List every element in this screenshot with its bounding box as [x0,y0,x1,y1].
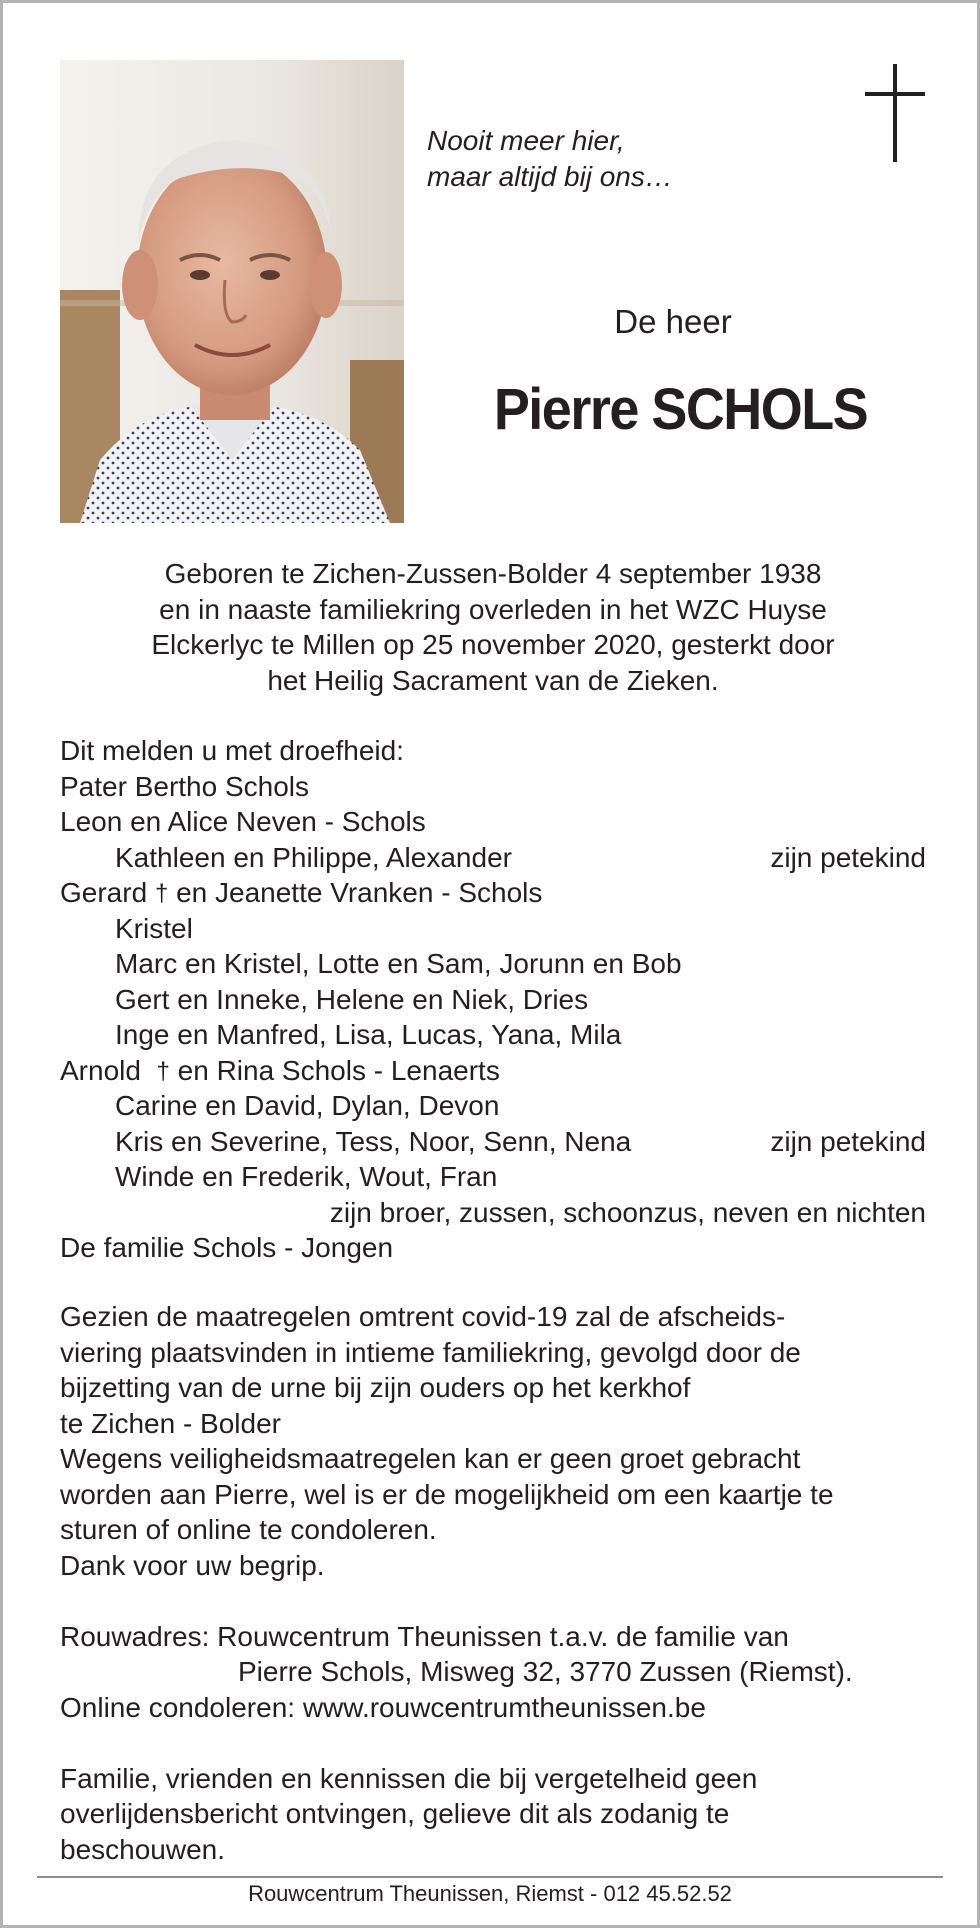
ceremony-line: viering plaatsvinden in intieme familiekring, gevolgd door de [60,1336,801,1368]
honorific-title: De heer [614,303,732,340]
paragraph-line: Geboren te Zichen-Zussen-Bolder 4 september 1938 [164,558,822,589]
footer-funeral-home: Rouwcentrum Theunissen, Riemst - 012 45.52.52 [248,1881,732,1906]
relation-summary: zijn broer, zussen, schoonzus, neven en nichten [329,1196,926,1228]
spacer [60,1725,926,1761]
family-member [60,840,926,876]
family-member-partner: en Jeanette Vranken - Schols [176,877,543,908]
family-member-names: Kris en Severine, Tess, Noor, Senn, Nena [115,1125,632,1157]
family-member-name: Gerard [60,877,148,908]
online-condolence: Online condoleren: www.rouwcentrumtheunissen.be [60,1691,706,1723]
dagger-icon: † [154,880,169,907]
family-member-names: Kathleen en Philippe, Alexander [115,841,512,873]
portrait-photo [60,60,404,523]
family-member: Kristel [115,912,193,944]
family-member: Leon en Alice Neven - Schols [60,806,426,837]
closing-line: overlijdensbericht ontvingen, gelieve dit als zodanig te [60,1798,730,1829]
safety-line: Dank voor uw begrip. [60,1549,325,1581]
closing-line: Familie, vrienden en kennissen die bij vergetelheid geen [60,1762,758,1794]
family-member: Winde en Frederik, Wout, Fran [115,1161,498,1192]
family-member: Pater Bertho Schols [60,770,310,802]
family-member: Gert en Inneke, Helene en Niek, Dries [115,983,589,1015]
family-member [60,875,926,911]
family-member-partner: en Rina Schols - Lenaerts [177,1054,500,1086]
ceremony-line: te Zichen - Bolder [60,1407,281,1439]
family-member [60,1124,926,1160]
ceremony-line: Gezien de maatregelen omtrent covid-19 zal de afscheids- [60,1301,786,1332]
family-member [60,1053,926,1089]
godchild-note: zijn petekind [770,1125,926,1157]
motto-line: Nooit meer hier, [427,125,625,156]
paragraph-line: Elckerlyc te Millen op 25 november 2020, gesterkt door [151,629,835,660]
birth-death-paragraph [60,556,926,698]
paragraph-line: en in naaste familiekring overleden in het WZC Huyse [159,593,827,625]
family-member-name: Arnold [60,1054,141,1086]
safety-line: sturen of online te condoleren. [60,1514,437,1545]
motto-line: maar altijd bij ons… [427,161,673,192]
mourning-address-line2: Pierre Schols, Misweg 32, 3770 Zussen (Riemst). [238,1656,853,1687]
family-member: De familie Schols - Jongen [60,1232,394,1263]
mourning-address: Rouwadres: Rouwcentrum Theunissen t.a.v. de familie van [60,1620,789,1652]
family-intro: Dit melden u met droefheid: [60,735,404,766]
family-member: Inge en Manfred, Lisa, Lucas, Yana, Mila [115,1019,622,1050]
safety-line: worden aan Pierre, wel is er de mogelijkheid om een kaartje te [60,1478,834,1510]
godchild-note: zijn petekind [770,841,926,873]
safety-line: Wegens veiligheidsmaatregelen kan er geen groet gebracht [60,1443,801,1474]
latin-cross-icon [865,64,925,162]
notice-section [60,1299,926,1867]
family-list [60,733,926,1266]
family-member: Carine en David, Dylan, Devon [115,1090,500,1121]
deceased-name: Pierre SCHOLS [493,377,868,442]
ceremony-line: bijzetting van de urne bij zijn ouders op het kerkhof [60,1372,691,1403]
portrait-image [60,60,404,523]
closing-line: beschouwen. [60,1833,226,1865]
spacer [60,1583,926,1619]
footer-divider [37,1876,943,1878]
dagger-icon: † [156,1057,170,1085]
paragraph-line: het Heilig Sacrament van de Zieken. [267,664,719,696]
family-member: Marc en Kristel, Lotte en Sam, Jorunn en Bob [115,948,682,979]
motto [427,123,673,195]
